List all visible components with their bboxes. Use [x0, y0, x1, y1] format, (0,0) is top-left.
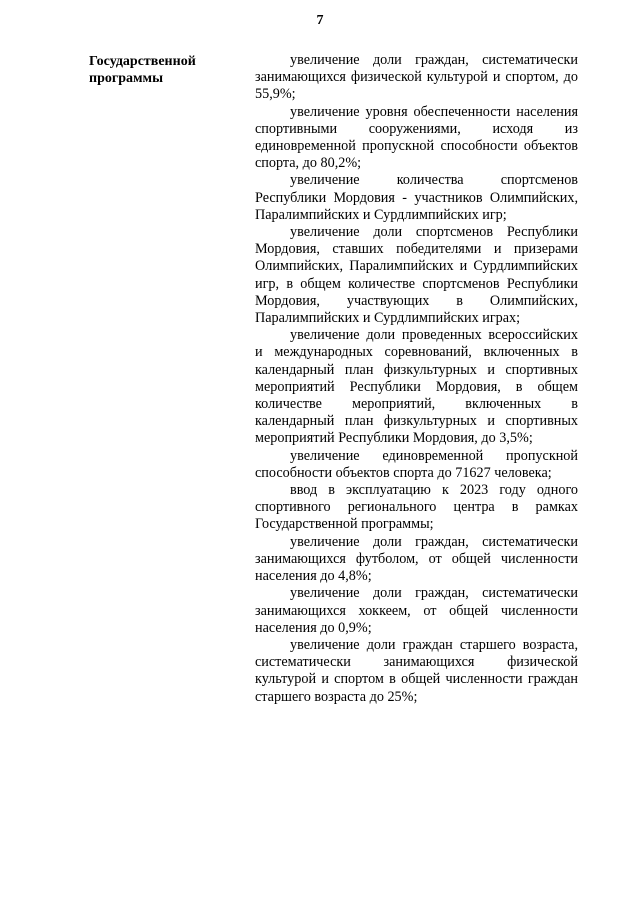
indicator-item: увеличение доли граждан, систематически занимающихся хоккеем, от общей численности населения до 0,9%; [255, 585, 578, 636]
indicator-item: увеличение количества спортсменов Республики Мордовия - участников Олимпийских, Паралимпийских и Сурдлимпийских игр; [255, 172, 578, 223]
indicator-item: увеличение доли спортсменов Республики Мордовия, ставших победителями и призерами Олимпийских, Паралимпийских и Сурдлимпийских игр, в общем количестве спортсменов Республики Мордовия, участвующих в Олимпийских, Паралимпийских и Сурдлимпийских играх; [255, 224, 578, 327]
indicator-item: увеличение доли проведенных всероссийских и международных соревнований, включенных в календарный план физкультурных и спортивных мероприятий Республики Мордовия, в общем количестве мероприятий, включенных в календарный план физкультурных и спортивных мероприятий Республики Мордовия, до 3,5%; [255, 327, 578, 447]
section-label [89, 53, 249, 87]
indicator-item: увеличение уровня обеспеченности населения спортивными сооружениями, исходя из единовременной пропускной способности объектов спорта, до 80,2%; [255, 103, 578, 172]
section-label-line-1: Государственной [89, 54, 196, 69]
indicator-item: ввод в эксплуатацию к 2023 году одного спортивного регионального центра в рамках Государственной программы; [255, 482, 578, 533]
indicator-item: увеличение доли граждан старшего возраста, систематически занимающихся физической культурой и спортом в общей численности граждан старшего возраста до 25%; [255, 636, 578, 705]
indicator-item: увеличение единовременной пропускной способности объектов спорта до 71627 человека; [255, 447, 578, 481]
section-label-line-2: программы [89, 71, 163, 86]
indicator-item: увеличение доли граждан, систематически занимающихся физической культурой и спортом, до 55,9%; [255, 52, 578, 103]
page-number: 7 [316, 13, 324, 28]
indicator-list [255, 52, 578, 706]
indicator-item: увеличение доли граждан, систематически занимающихся футболом, от общей численности населения до 4,8%; [255, 533, 578, 585]
